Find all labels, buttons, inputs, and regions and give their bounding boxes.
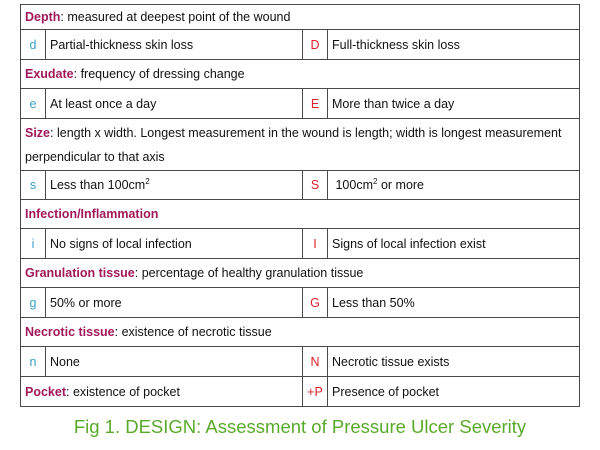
- figure-caption: Fig 1. DESIGN: Assessment of Pressure Ulcer Severity: [73, 416, 527, 437]
- section-header-granulation: [21, 259, 580, 288]
- low-grade-code: n: [21, 347, 46, 377]
- high-grade-label: Presence of pocket: [328, 377, 580, 407]
- high-grade-code: G: [303, 288, 328, 318]
- grade-row-infection: [21, 229, 580, 259]
- low-grade-code: g: [21, 288, 46, 318]
- section-row-depth: [21, 5, 580, 30]
- design-assessment-table: [20, 4, 580, 407]
- high-grade-label: Less than 50%: [328, 288, 580, 318]
- high-grade-code: D: [303, 30, 328, 60]
- section-row-exudate: [21, 60, 580, 89]
- grade-row-size: [21, 171, 580, 200]
- section-description: : frequency of dressing change: [73, 67, 245, 81]
- low-grade-code: i: [21, 229, 46, 259]
- section-description: : measured at deepest point of the wound: [60, 10, 291, 24]
- section-row-granulation: [21, 259, 580, 288]
- section-heading: Infection/Inflammation: [25, 207, 159, 221]
- grade-row-granulation: [21, 288, 580, 318]
- section-row-infection: [21, 200, 580, 229]
- grade-row-exudate: [21, 89, 580, 119]
- section-row-necrotic: [21, 318, 580, 347]
- low-grade-label: At least once a day: [46, 89, 303, 119]
- low-grade-label: Partial-thickness skin loss: [46, 30, 303, 60]
- section-description: : existence of pocket: [66, 384, 180, 399]
- grade-row-depth: [21, 30, 580, 60]
- section-heading: Exudate: [25, 67, 74, 81]
- high-grade-label: Signs of local infection exist: [328, 229, 580, 259]
- section-header-size: [21, 119, 580, 171]
- low-grade-label: 50% or more: [46, 288, 303, 318]
- high-grade-label: 100cm: [335, 178, 374, 192]
- high-grade-code: S: [303, 171, 328, 200]
- high-grade-label: Full-thickness skin loss: [328, 30, 580, 60]
- low-grade-code: d: [21, 30, 46, 60]
- section-header-necrotic: [21, 318, 580, 347]
- low-grade-cell: [46, 171, 303, 200]
- section-description: : percentage of healthy granulation tissue: [134, 266, 364, 280]
- high-grade-label-suffix: or more: [377, 178, 425, 192]
- high-grade-label: More than twice a day: [328, 89, 580, 119]
- low-grade-superscript: 2: [145, 177, 150, 186]
- section-heading: Pocket: [25, 384, 66, 399]
- section-row-pocket: [21, 377, 580, 407]
- high-grade-cell: [328, 171, 580, 200]
- high-grade-code: E: [303, 89, 328, 119]
- section-header-depth: [21, 5, 580, 30]
- high-grade-superscript: 2: [373, 177, 378, 186]
- low-grade-label: None: [46, 347, 303, 377]
- section-heading: Depth: [25, 10, 61, 24]
- section-header-pocket: [21, 377, 303, 407]
- high-grade-label: Necrotic tissue exists: [328, 347, 580, 377]
- low-grade-label: No signs of local infection: [46, 229, 303, 259]
- low-grade-label: Less than 100cm: [50, 178, 146, 192]
- grade-row-necrotic: [21, 347, 580, 377]
- section-header-infection: [21, 200, 580, 229]
- section-heading: Granulation tissue: [25, 266, 135, 280]
- low-grade-code: e: [21, 89, 46, 119]
- high-grade-code: N: [303, 347, 328, 377]
- section-description: : length x width. Longest measurement in the wound is length; width is longest measurement perpendicular to that axis: [25, 125, 562, 164]
- section-heading: Size: [25, 125, 51, 140]
- section-row-size: [21, 119, 580, 171]
- low-grade-code: s: [21, 171, 46, 200]
- section-heading: Necrotic tissue: [25, 325, 115, 339]
- section-description: : existence of necrotic tissue: [114, 325, 272, 339]
- section-header-exudate: [21, 60, 580, 89]
- high-grade-code: +P: [303, 377, 328, 407]
- high-grade-code: I: [303, 229, 328, 259]
